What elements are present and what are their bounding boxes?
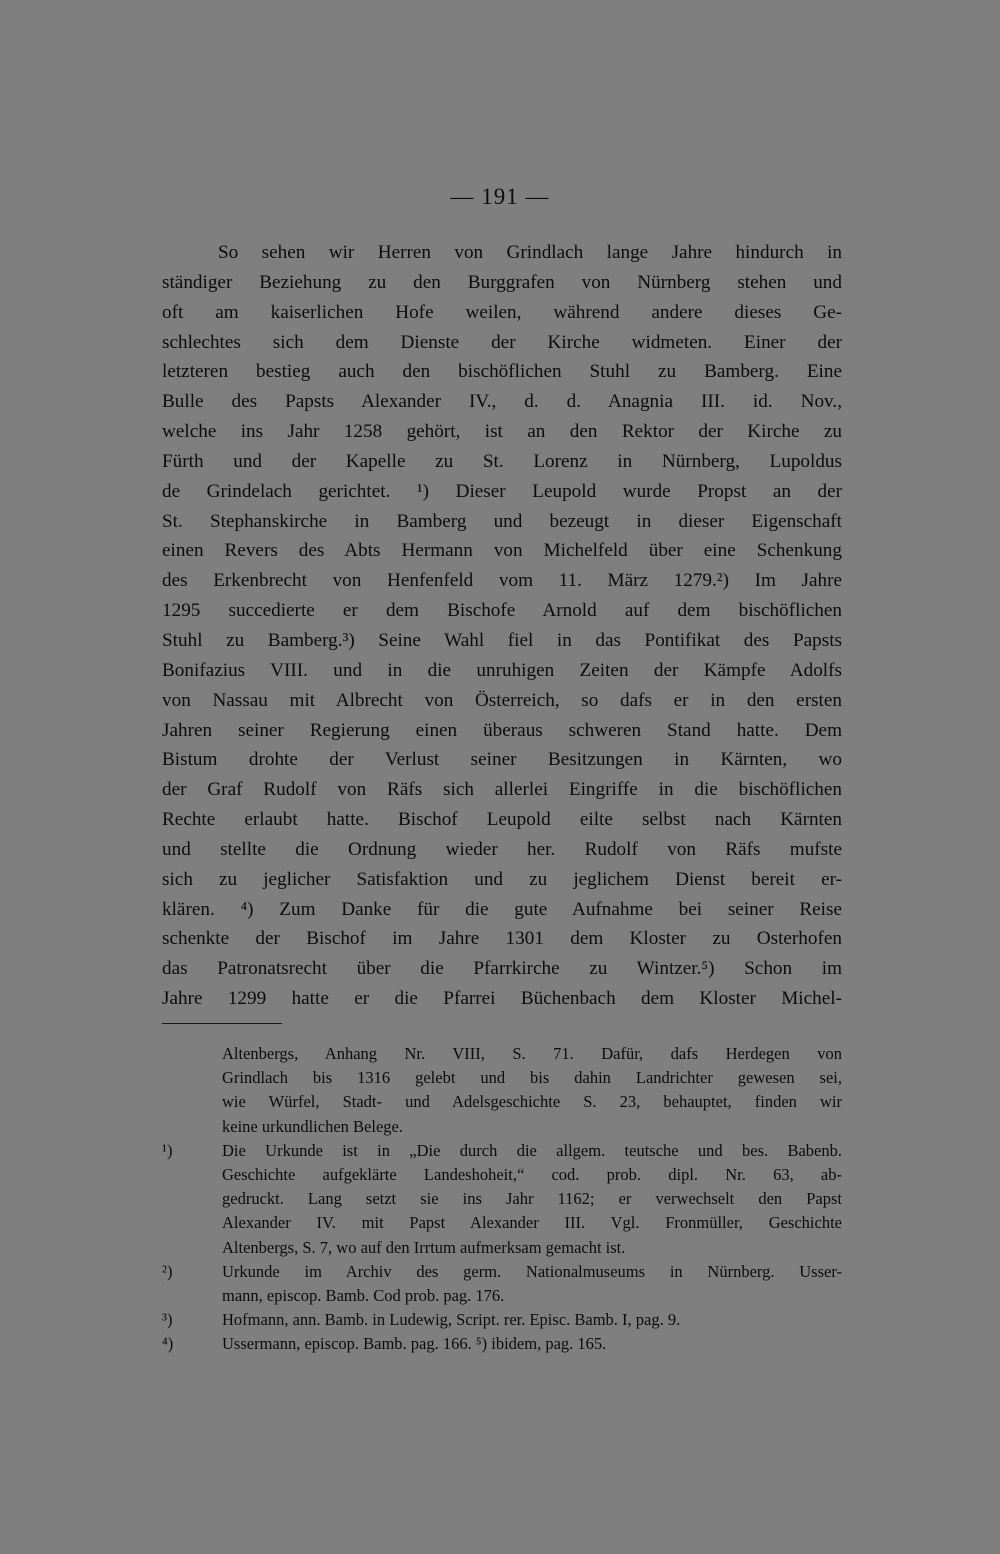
body-line: Bonifazius VIII. und in die unruhigen Zeiten der Kämpfe Adolfs bbox=[162, 659, 842, 681]
footnote-continuation bbox=[162, 1042, 842, 1139]
footnotes bbox=[162, 1042, 842, 1356]
footnote-line: Grindlach bis 1316 gelebt und bis dahin Landrichter gewesen sei, bbox=[222, 1068, 842, 1088]
footnote-1 bbox=[162, 1139, 842, 1260]
footnote-line: Urkunde im Archiv des germ. Nationalmuseums in Nürnberg. Usser- bbox=[222, 1261, 842, 1281]
body-line: Jahre 1299 hatte er die Pfarrei Büchenbach dem Kloster Michel- bbox=[162, 988, 842, 1010]
footnote-text bbox=[222, 1042, 842, 1139]
footnote-line: Die Urkunde ist in „Die durch die allgem. teutsche und bes. Babenb. bbox=[222, 1140, 842, 1160]
footnote-line: mann, episcop. Bamb. Cod prob. pag. 176. bbox=[222, 1285, 505, 1305]
body-line: de Grindelach gerichtet. ¹) Dieser Leupold wurde Propst an der bbox=[162, 480, 842, 502]
footnote-line: wie Würfel, Stadt- und Adelsgeschichte S. 23, behauptet, finden wir bbox=[222, 1092, 842, 1112]
body-line: das Patronatsrecht über die Pfarrkirche zu Wintzer.⁵) Schon im bbox=[162, 958, 842, 980]
body-text bbox=[162, 238, 842, 1014]
body-line: ständiger Beziehung zu den Burggrafen von Nürnberg stehen und bbox=[162, 271, 842, 293]
body-line: Bistum drohte der Verlust seiner Besitzungen in Kärnten, wo bbox=[162, 749, 842, 771]
page-number: — 191 — bbox=[450, 184, 550, 209]
footnote-line: keine urkundlichen Belege. bbox=[222, 1116, 403, 1136]
footnote-text bbox=[222, 1260, 842, 1308]
body-line: Jahren seiner Regierung einen überaus schweren Stand hatte. Dem bbox=[162, 719, 842, 741]
footnote-line: Alexander IV. mit Papst Alexander III. Vgl. Fronmüller, Geschichte bbox=[222, 1213, 842, 1233]
footnote-separator bbox=[162, 1023, 282, 1024]
footnote-4 bbox=[162, 1332, 842, 1356]
footnote-text bbox=[222, 1139, 842, 1260]
body-line: Bulle des Papsts Alexander IV., d. d. Anagnia III. id. Nov., bbox=[162, 391, 842, 413]
footnote-marker: ⁴) bbox=[162, 1334, 174, 1354]
body-line: letzteren bestieg auch den bischöflichen Stuhl zu Bamberg. Eine bbox=[162, 361, 842, 383]
body-line: St. Stephanskirche in Bamberg und bezeugt in dieser Eigenschaft bbox=[162, 510, 842, 532]
footnote-line: Ussermann, episcop. Bamb. pag. 166. ⁵) ibidem, pag. 165. bbox=[222, 1334, 607, 1354]
footnote-line: Geschichte aufgeklärte Landeshoheit,“ cod. prob. dipl. Nr. 63, ab- bbox=[222, 1164, 842, 1184]
body-line: und stellte die Ordnung wieder her. Rudolf von Räfs mufste bbox=[162, 838, 842, 860]
footnote-marker: ¹) bbox=[162, 1140, 173, 1160]
body-line: der Graf Rudolf von Räfs sich allerlei Eingriffe in die bischöflichen bbox=[162, 779, 842, 801]
body-line: welche ins Jahr 1258 gehört, ist an den Rektor der Kirche zu bbox=[162, 421, 842, 443]
body-line: schlechtes sich dem Dienste der Kirche widmeten. Einer der bbox=[162, 331, 842, 353]
footnote-line: Altenbergs, Anhang Nr. VIII, S. 71. Dafür, dafs Herdegen von bbox=[222, 1044, 842, 1063]
footnote-3 bbox=[162, 1308, 842, 1332]
footnote-text bbox=[222, 1332, 842, 1356]
body-line: einen Revers des Abts Hermann von Michelfeld über eine Schenkung bbox=[162, 540, 842, 562]
body-line: des Erkenbrecht von Henfenfeld vom 11. März 1279.²) Im Jahre bbox=[162, 570, 842, 592]
body-line: Stuhl zu Bamberg.³) Seine Wahl fiel in das Pontifikat des Papsts bbox=[162, 629, 842, 651]
body-line: von Nassau mit Albrecht von Österreich, so dafs er in den ersten bbox=[162, 689, 842, 711]
body-line: So sehen wir Herren von Grindlach lange Jahre hindurch in bbox=[218, 242, 842, 263]
footnote-marker: ²) bbox=[162, 1261, 173, 1281]
body-line: Fürth und der Kapelle zu St. Lorenz in Nürnberg, Lupoldus bbox=[162, 450, 842, 472]
footnote-line: gedruckt. Lang setzt sie ins Jahr 1162; er verwechselt den Papst bbox=[222, 1189, 842, 1209]
footnote-text bbox=[222, 1308, 842, 1332]
body-line: schenkte der Bischof im Jahre 1301 dem Kloster zu Osterhofen bbox=[162, 928, 842, 950]
body-line: Rechte erlaubt hatte. Bischof Leupold eilte selbst nach Kärnten bbox=[162, 809, 842, 831]
footnote-2 bbox=[162, 1260, 842, 1308]
footnote-marker: ³) bbox=[162, 1310, 173, 1330]
body-line: klären. ⁴) Zum Danke für die gute Aufnahme bei seiner Reise bbox=[162, 898, 842, 920]
body-line: 1295 succedierte er dem Bischofe Arnold auf dem bischöflichen bbox=[162, 600, 842, 622]
footnote-line: Hofmann, ann. Bamb. in Ludewig, Script. rer. Episc. Bamb. I, pag. 9. bbox=[222, 1310, 681, 1330]
body-line: sich zu jeglicher Satisfaktion und zu jeglichem Dienst bereit er- bbox=[162, 868, 842, 890]
footnote-line: Altenbergs, S. 7, wo auf den Irrtum aufmerksam gemacht ist. bbox=[222, 1237, 626, 1257]
body-line: oft am kaiserlichen Hofe weilen, während andere dieses Ge- bbox=[162, 301, 842, 323]
